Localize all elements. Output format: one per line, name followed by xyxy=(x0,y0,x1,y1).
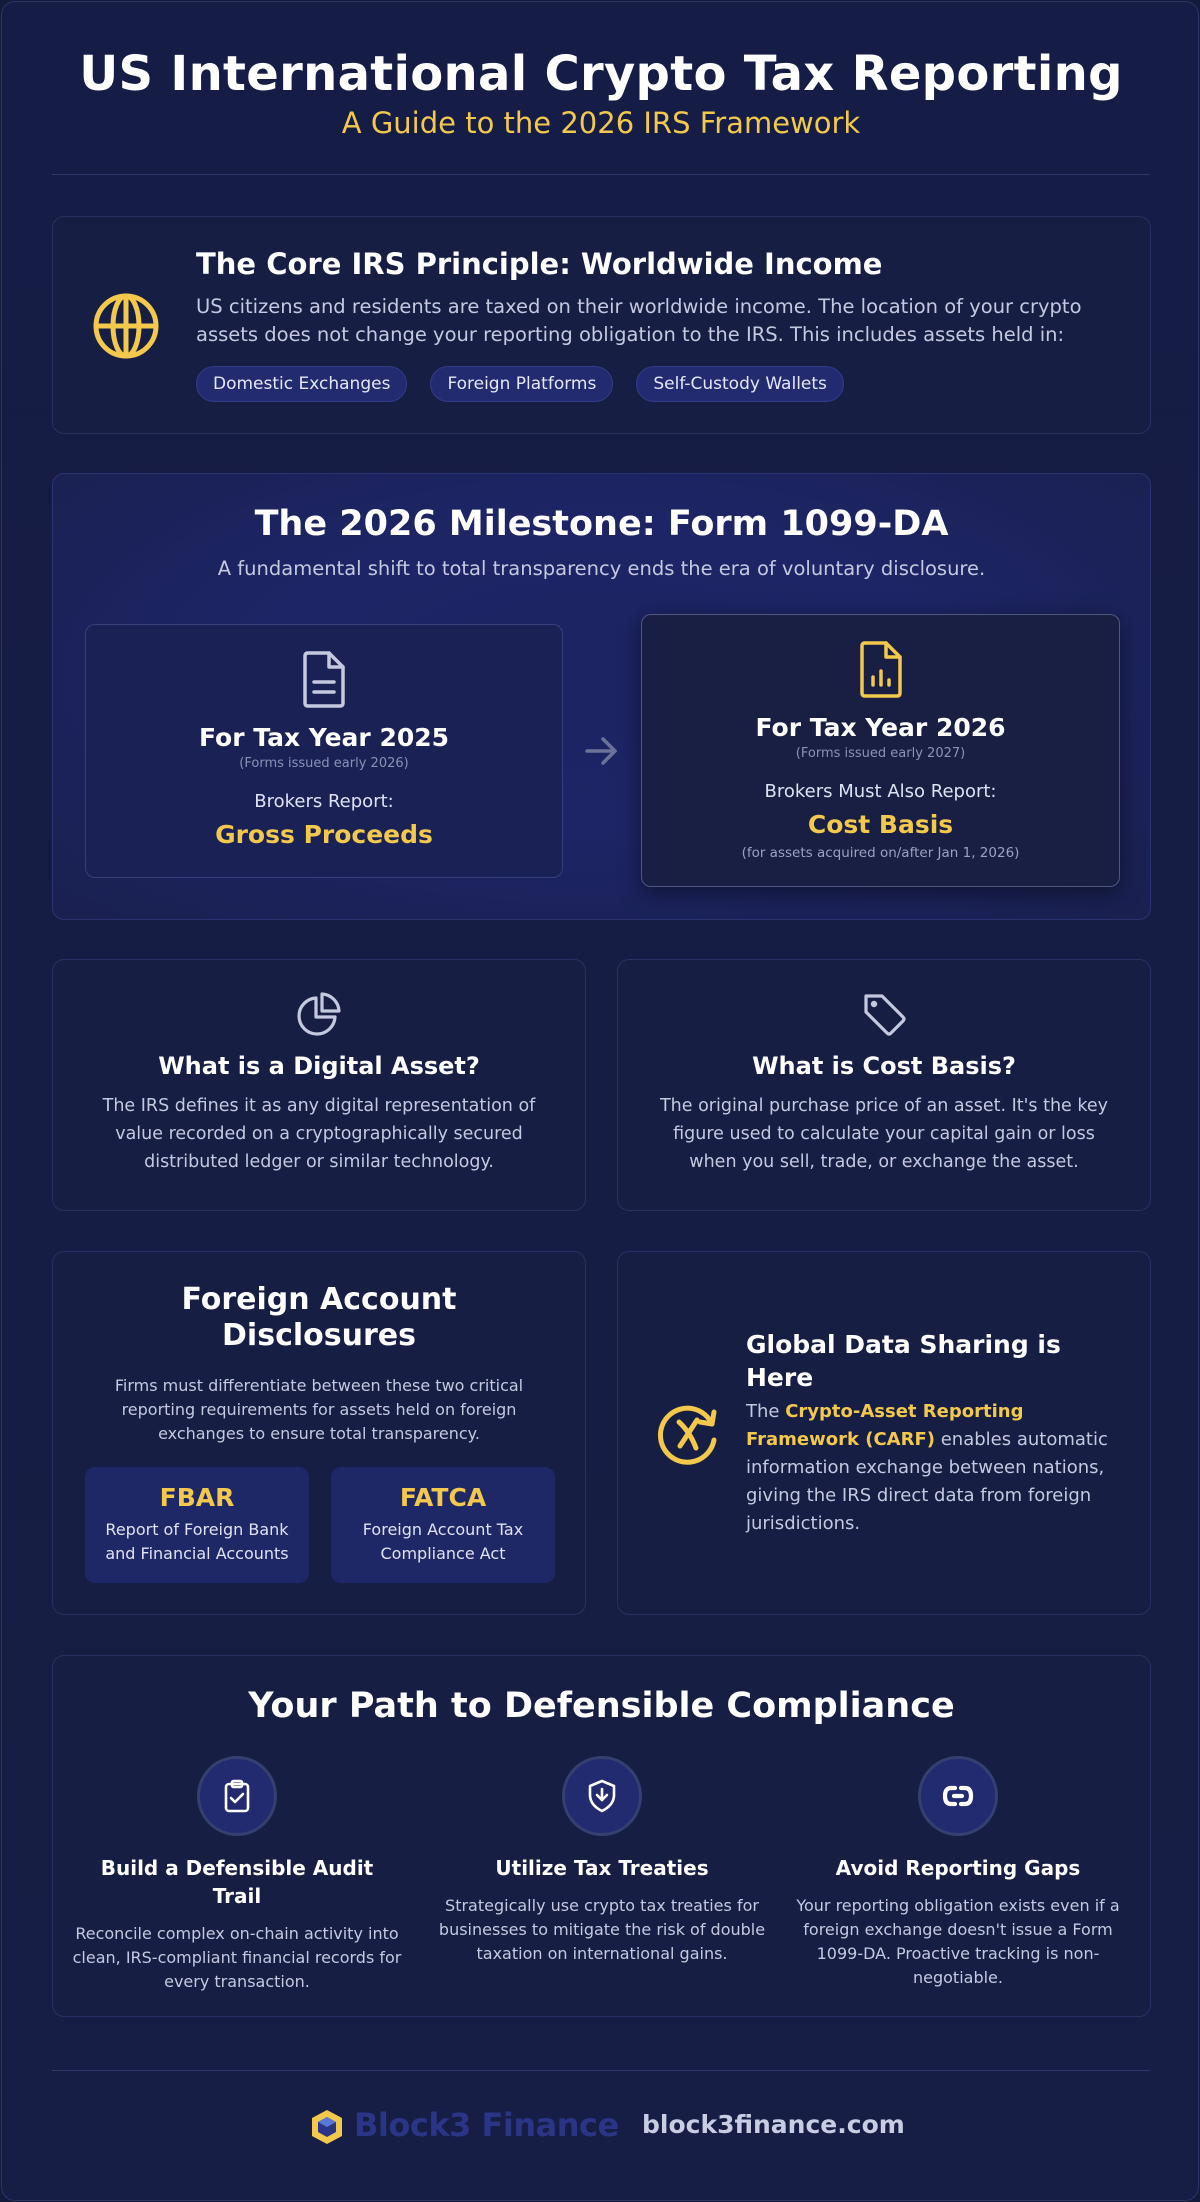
cost-basis-title: What is Cost Basis? xyxy=(752,1052,1016,1080)
foreign-disclosures-title: Foreign Account Disclosures xyxy=(181,1282,457,1353)
milestone-card xyxy=(52,473,1151,920)
global-data-title: Global Data Sharing is Here xyxy=(746,1330,1061,1392)
fbar-abbr: FBAR xyxy=(159,1483,235,1512)
milestone-lead: A fundamental shift to total transparency ends the era of voluntary disclosure. xyxy=(217,557,986,580)
digital-asset-card xyxy=(52,959,586,1211)
compliance-card xyxy=(52,1655,1151,2017)
step-gaps-title: Avoid Reporting Gaps xyxy=(835,1856,1081,1880)
tax-year-2026-heading: For Tax Year 2026 xyxy=(755,713,1006,742)
page-subtitle: A Guide to the 2026 IRS Framework xyxy=(341,106,861,140)
link-icon xyxy=(941,1779,975,1813)
fatca-box xyxy=(331,1467,555,1583)
global-data-sharing-card xyxy=(617,1251,1151,1615)
step-treaties-circle xyxy=(562,1756,642,1836)
cost-basis-value: Cost Basis xyxy=(807,810,954,839)
fbar-box xyxy=(85,1467,309,1583)
foreign-disclosures-card xyxy=(52,1251,586,1615)
step-treaties-text: Strategically use crypto tax treaties for businesses to mitigate the risk of double taxation on international gains. xyxy=(438,1896,766,1963)
tax-year-2026-note: (Forms issued early 2027) xyxy=(795,746,966,761)
brand-name: Block3 Finance xyxy=(354,2106,619,2144)
header xyxy=(2,2,1199,140)
global-text-post: enables automatic information exchange between nations, giving the IRS direct data from foreign jurisdictions. xyxy=(746,1429,1108,1534)
fatca-abbr: FATCA xyxy=(399,1483,487,1512)
foreign-disclosures-text: Firms must differentiate between these two critical reporting requirements for assets held on foreign exchanges to ensure total transparency. xyxy=(114,1376,524,1443)
milestone-title: The 2026 Milestone: Form 1099-DA xyxy=(254,504,949,544)
cost-basis-text: The original purchase price of an asset. It's the key figure used to calculate your capital gain or loss when you sell, trade, or exchange the asset. xyxy=(659,1096,1109,1172)
step-audit-trail xyxy=(67,1756,407,1994)
shield-download-icon xyxy=(585,1779,619,1813)
principle-title: The Core IRS Principle: Worldwide Income xyxy=(196,247,883,281)
step-audit-title: Build a Defensible Audit Trail xyxy=(100,1856,374,1908)
footer-divider xyxy=(52,2070,1150,2071)
tax-year-2026-report-label: Brokers Must Also Report: xyxy=(764,781,997,802)
global-text-pre: The xyxy=(746,1401,786,1422)
tax-year-2025-box xyxy=(85,624,563,878)
gross-proceeds-value: Gross Proceeds xyxy=(215,820,433,849)
tax-year-2025-report-label: Brokers Report: xyxy=(254,791,394,812)
cost-basis-footnote: (for assets acquired on/after Jan 1, 2026) xyxy=(741,845,1020,861)
fatca-full: Foreign Account Tax Compliance Act xyxy=(362,1520,524,1563)
principle-text: US citizens and residents are taxed on their worldwide income. The location of your crypto assets does not change your reporting obligation to the IRS. This includes assets held in: xyxy=(196,295,1082,346)
globe-icon xyxy=(91,291,161,361)
step-tax-treaties xyxy=(432,1756,772,1966)
step-gaps-circle xyxy=(918,1756,998,1836)
fbar-full: Report of Foreign Bank and Financial Accounts xyxy=(105,1520,289,1563)
step-audit-text: Reconcile complex on-chain activity into clean, IRS-compliant financial records for every transaction. xyxy=(72,1924,402,1991)
pie-chart-icon xyxy=(295,990,343,1038)
tax-year-2025-heading: For Tax Year 2025 xyxy=(198,723,450,752)
digital-asset-title: What is a Digital Asset? xyxy=(158,1052,480,1080)
tax-year-2025-note: (Forms issued early 2026) xyxy=(239,756,409,771)
step-audit-circle xyxy=(197,1756,277,1836)
pill-self-custody-wallets: Self-Custody Wallets xyxy=(636,366,844,402)
tag-icon xyxy=(860,990,908,1038)
footer xyxy=(2,2098,1199,2158)
pill-domestic-exchanges: Domestic Exchanges xyxy=(196,366,407,402)
asset-location-pills xyxy=(196,366,1116,402)
header-divider xyxy=(52,174,1150,175)
step-gaps-text: Your reporting obligation exists even if a foreign exchange doesn't issue a Form 1099-DA. Proactive tracking is non-negotiable. xyxy=(796,1896,1120,1987)
step-treaties-title: Utilize Tax Treaties xyxy=(495,1856,709,1880)
carf-sync-icon xyxy=(654,1400,722,1468)
step-reporting-gaps xyxy=(788,1756,1128,1990)
global-data-text xyxy=(746,1398,1131,1538)
chart-document-icon xyxy=(856,639,906,699)
block3-logo-icon xyxy=(310,2108,344,2146)
footer-url[interactable]: block3finance.com xyxy=(642,2110,905,2139)
infographic-page xyxy=(1,1,1199,2201)
pill-foreign-platforms: Foreign Platforms xyxy=(430,366,613,402)
digital-asset-text: The IRS defines it as any digital representation of value recorded on a cryptographically secured distributed ledger or similar technology. xyxy=(102,1096,536,1172)
tax-year-2026-box xyxy=(641,614,1120,887)
page-title: US International Crypto Tax Reporting xyxy=(79,46,1123,102)
clipboard-check-icon xyxy=(220,1779,254,1813)
core-principle-card xyxy=(52,216,1151,434)
compliance-title: Your Path to Defensible Compliance xyxy=(248,1686,955,1726)
carf-highlight: Crypto-Asset Reporting Framework (CARF) xyxy=(746,1401,1024,1450)
cost-basis-card xyxy=(617,959,1151,1211)
arrow-right-icon xyxy=(583,732,621,770)
document-icon xyxy=(299,649,349,709)
